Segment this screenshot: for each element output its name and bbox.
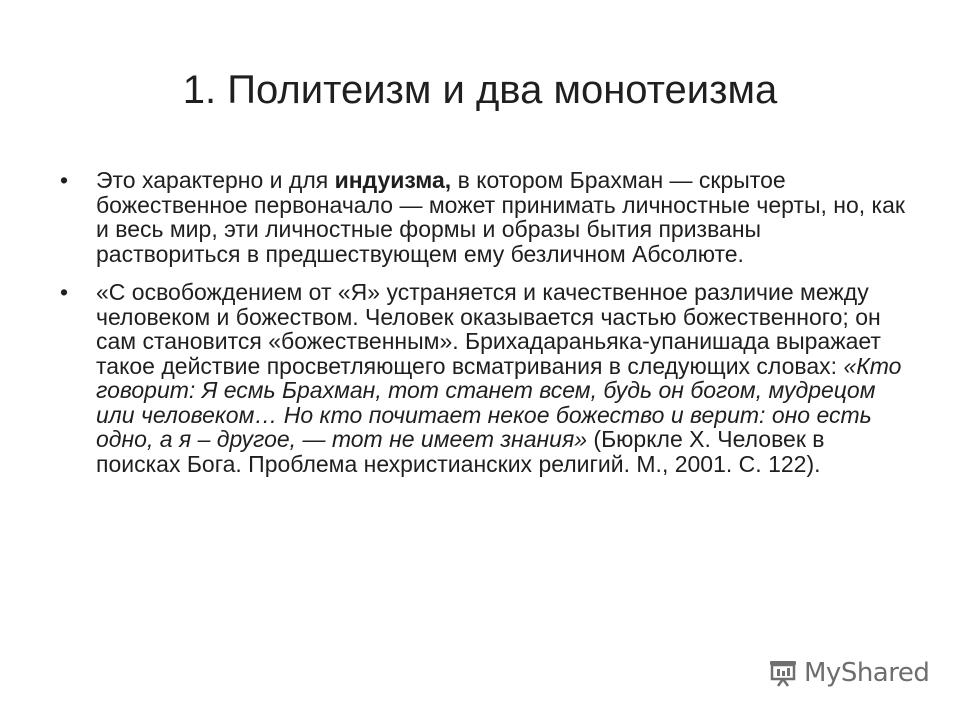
bullet-text-continued: в котором Брахман — скрытое божественное первоначало — может принимать личностные черты, но, как и весь мир, эти личностные формы и образы бытия призваны раствориться в предшествующем ему безличном Абсолюте. xyxy=(96,167,905,267)
bullet-item-hinduism xyxy=(60,168,910,266)
bullet-marker: • xyxy=(60,279,69,305)
projector-screen-icon xyxy=(768,658,798,688)
watermark-text: MyShared xyxy=(804,658,930,688)
bullet-marker: • xyxy=(60,167,69,193)
bullet-citation: (Бюркле Х. Человек в поисках Бога. Проблема нехристианских религий. М., 2001. С. 122). xyxy=(96,426,825,477)
bullet-list xyxy=(60,168,910,490)
slide-title: 1. Политеизм и два монотеизма xyxy=(182,68,778,112)
watermark-logo xyxy=(768,655,929,691)
bullet-bold-term: индуизма, xyxy=(334,167,452,193)
bullet-text: Это характерно и для xyxy=(96,167,335,193)
bullet-text: «С освобождением от «Я» устраняется и качественное различие между человеком и божеством. Человек оказывается частью божественного; он сам становится «божественным». Брихадараньяка-упанишада выражает такое действие просветляющего всматривания в следующих словах: xyxy=(96,279,881,379)
bullet-italic-quote: «Кто говорит: Я есмь Брахман, тот станет всем, будь он богом, мудрецом или человеком… Но кто почитает некое божество и верит: оно есть одно, а я – другое, — тот не имеет знания» xyxy=(96,352,902,452)
bullet-item-quote xyxy=(60,280,910,476)
